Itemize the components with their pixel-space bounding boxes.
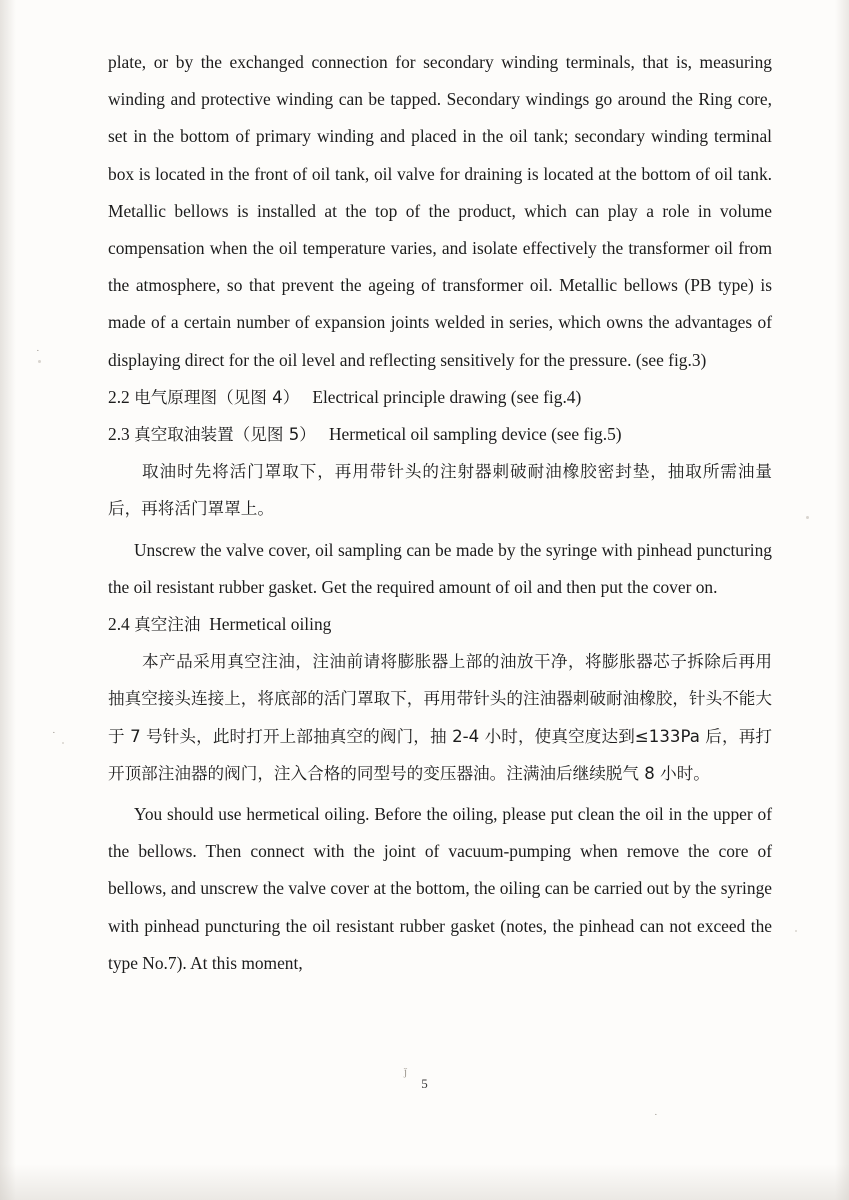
page-number: 5 bbox=[421, 1076, 428, 1091]
scan-artifact-mark: ˙ bbox=[36, 348, 40, 360]
heading-2-4-number: 2.4 bbox=[108, 614, 130, 635]
paragraph-hermetical-oiling-english: You should use hermetical oiling. Before the oiling, please put clean the oil in the upper of the bellows. Then connect with the joint of vacuum-pumping when remove the core of bellows, and unscrew the valve cover at the bottom, the oiling can be carried out by the syringe with pinhead puncturing the oil resistant rubber gasket (notes, the pinhead can not exceed the type No.7). At this moment, bbox=[108, 804, 772, 973]
heading-2-2-number: 2.2 bbox=[108, 386, 130, 407]
scan-speck bbox=[795, 930, 797, 932]
scan-edge-shadow-right bbox=[835, 0, 849, 1200]
paragraph-oil-sampling-english: Unscrew the valve cover, oil sampling can be made by the syringe with pinhead puncturing the oil resistant rubber gasket. Get the required amount of oil and then put the cover on. bbox=[108, 539, 772, 597]
scan-artifact-mark: ǰ bbox=[404, 1066, 408, 1078]
scan-artifact-mark: ˙ bbox=[654, 1112, 658, 1124]
heading-2-4-chinese: 真空注油 bbox=[134, 615, 201, 635]
heading-2-2-english: Electrical principle drawing (see fig.4) bbox=[312, 386, 582, 407]
heading-2-3 bbox=[108, 416, 772, 453]
scan-speck bbox=[62, 742, 64, 744]
heading-2-4 bbox=[108, 606, 772, 643]
scan-edge-shadow-bottom bbox=[0, 1164, 849, 1200]
paragraph-oil-sampling-chinese: 取油时先将活门罩取下，再用带针头的注射器刺破耐油橡胶密封垫，抽取所需油量后，再将活门罩罩上。 bbox=[108, 462, 772, 519]
document-body bbox=[108, 44, 772, 982]
paragraph-intro: plate, or by the exchanged connection for secondary winding terminals, that is, measuring winding and protective winding can be tapped. Secondary windings go around the Ring core, set in the bottom of primary winding and placed in the oil tank; secondary winding terminal box is located in the front of oil tank, oil valve for draining is located at the bottom of oil tank. Metallic bellows is installed at the top of the product, which can play a role in volume compensation when the oil temperature varies, and isolate effectively the transformer oil from the atmosphere, so that prevent the ageing of transformer oil. Metallic bellows (PB type) is made of a certain number of expansion joints welded in series, which owns the advantages of displaying direct for the oil level and reflecting sensitively for the pressure. (see fig.3) bbox=[108, 52, 772, 370]
paragraph-hermetical-oiling-chinese: 本产品采用真空注油，注油前请将膨胀器上部的油放干净，将膨胀器芯子拆除后再用抽真空接头连接上，将底部的活门罩取下，再用带针头的注油器刺破耐油橡胶，针头不能大于 7 号针头，此时打开上部抽真空的阀门，抽 2-4 小时，使真空度达到≤133Pa 后，再打开顶部注油器的阀门，注入合格的同型号的变压器油。注满油后继续脱气 8 小时。 bbox=[108, 652, 772, 783]
heading-2-2 bbox=[108, 379, 772, 416]
heading-2-2-chinese: 电气原理图（见图 4） bbox=[134, 387, 300, 407]
scan-artifact-mark: ˙ bbox=[52, 730, 56, 742]
heading-2-3-number: 2.3 bbox=[108, 424, 130, 445]
scan-speck bbox=[806, 516, 809, 519]
heading-2-3-english: Hermetical oil sampling device (see fig.5) bbox=[328, 424, 622, 445]
scan-edge-shadow-left bbox=[0, 0, 16, 1200]
scan-speck bbox=[38, 360, 41, 363]
heading-2-4-english: Hermetical oiling bbox=[209, 614, 332, 635]
heading-2-3-chinese: 真空取油装置（见图 5） bbox=[134, 425, 316, 445]
